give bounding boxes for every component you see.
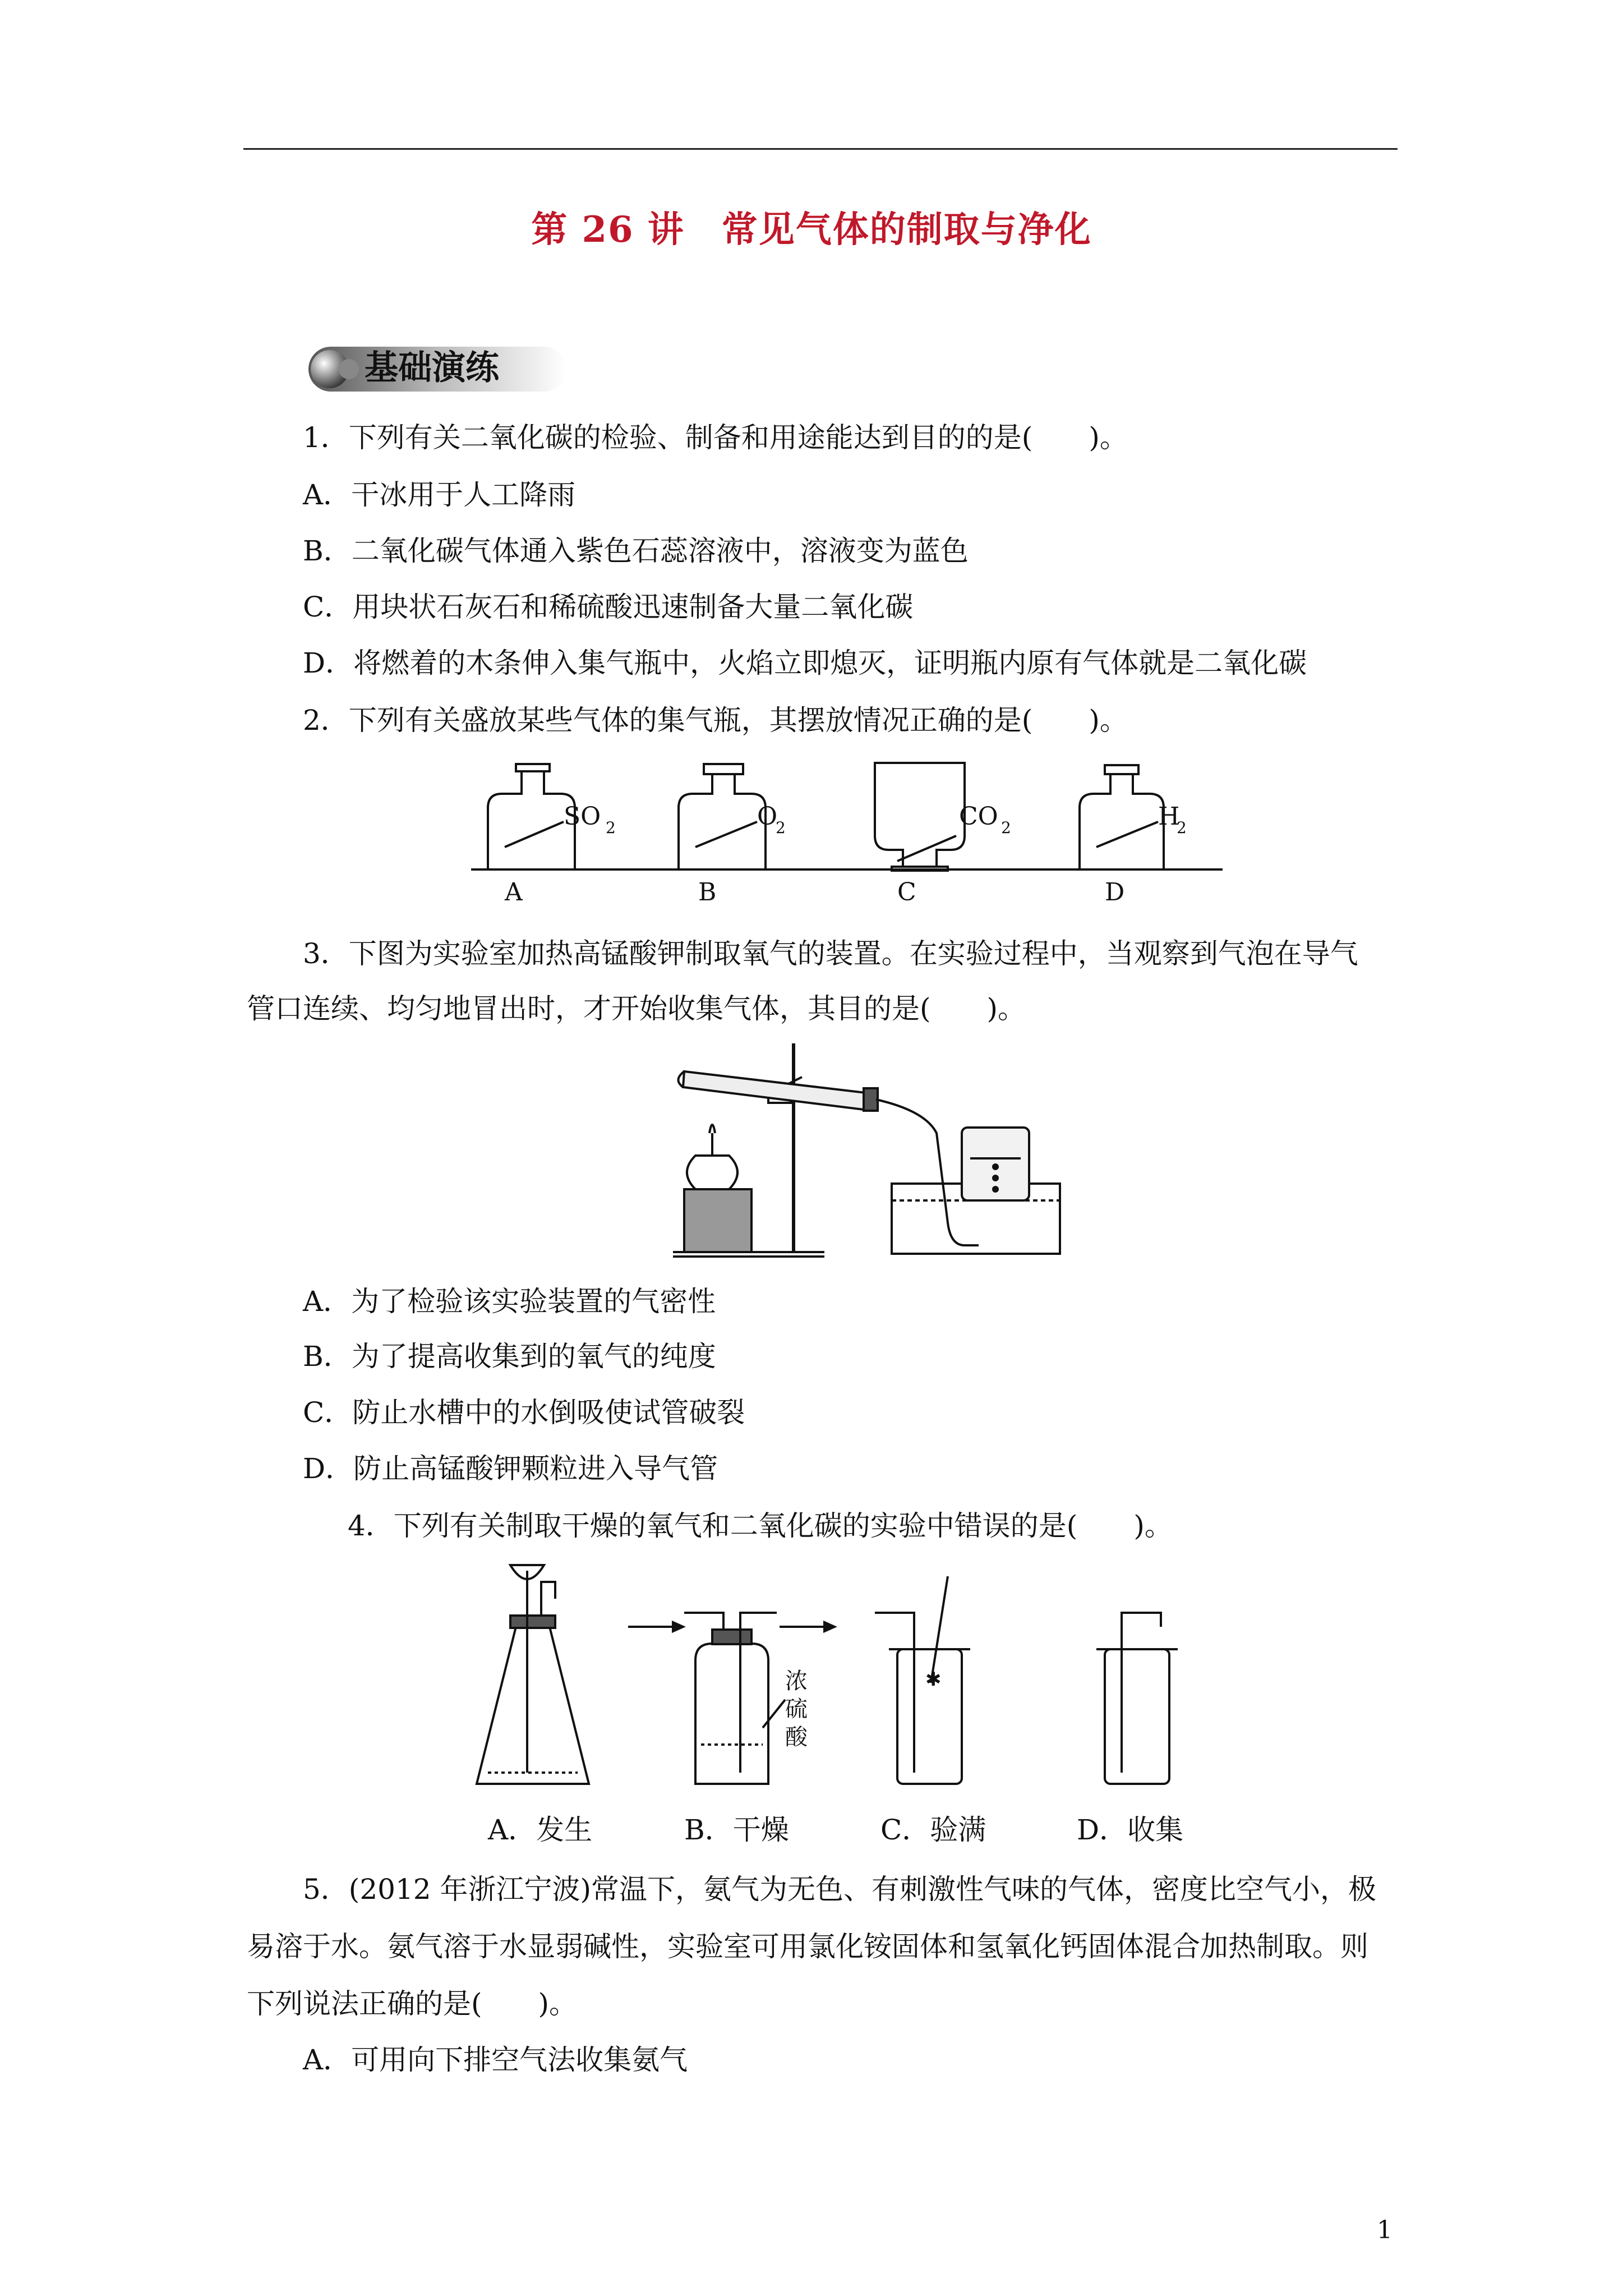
header-rule <box>243 148 1398 150</box>
section-badge <box>303 342 572 396</box>
q3-stem-line1: 3．下图为实验室加热高锰酸钾制取氧气的装置。在实验过程中，当观察到气泡在导气 <box>303 937 1358 970</box>
acid-label-2: 硫 <box>785 1696 808 1722</box>
q5-option-a: A．可用向下排空气法收集氨气 <box>303 2044 688 2076</box>
section-title: 基础演练 <box>365 348 499 388</box>
q4-caption-d: D．收集 <box>1077 1814 1184 1846</box>
bottle-b-icon <box>679 764 766 869</box>
q4-caption-c: C．验满 <box>880 1814 986 1846</box>
q4-caption-a: A．发生 <box>488 1814 593 1846</box>
q3-option-a: A．为了检验该实验装置的气密性 <box>303 1285 716 1318</box>
bottle-c-sub: 2 <box>1001 818 1011 837</box>
bottle-b-gas: O <box>757 802 778 831</box>
q3-stem-line2: 管口连续、均匀地冒出时，才开始收集气体，其目的是( )。 <box>247 992 1026 1025</box>
dry-gas-apparatus-figure <box>471 1559 1211 1806</box>
q1-stem: 1．下列有关二氧化碳的检验、制备和用途能达到目的的是( )。 <box>303 421 1128 454</box>
q1-option-d: D．将燃着的木条伸入集气瓶中，火焰立即熄灭，证明瓶内原有气体就是二氧化碳 <box>303 647 1307 679</box>
bottle-d-icon <box>1080 765 1164 869</box>
bottle-d-sub: 2 <box>1177 818 1187 837</box>
check-full-icon <box>875 1576 970 1784</box>
q2-stem: 2．下列有关盛放某些气体的集气瓶，其摆放情况正确的是( )。 <box>303 704 1128 737</box>
bottle-d-letter: D <box>1105 878 1125 907</box>
acid-label-1: 浓 <box>785 1668 808 1694</box>
oxygen-apparatus-figure <box>667 1032 1071 1268</box>
bottle-a-sub: 2 <box>606 818 616 837</box>
svg-text:✱: ✱ <box>925 1668 942 1691</box>
bottle-a-letter: A <box>505 878 523 907</box>
bottle-a-icon <box>488 764 575 869</box>
page-title: 第 26 讲 常见气体的制取与净化 <box>531 209 1092 251</box>
q3-option-c: C．防止水槽中的水倒吸使试管破裂 <box>303 1396 745 1429</box>
acid-label-3: 酸 <box>785 1724 808 1750</box>
gas-bottles-figure <box>449 752 1234 920</box>
q3-option-d: D．防止高锰酸钾颗粒进入导气管 <box>303 1452 718 1485</box>
q4-caption-b: B．干燥 <box>684 1814 789 1846</box>
drying-bottle-icon <box>684 1613 785 1784</box>
bottle-b-letter: B <box>698 878 717 907</box>
bottle-a-gas: SO <box>564 802 601 831</box>
flask-generator-icon <box>477 1565 589 1784</box>
bottle-d-gas: H <box>1158 802 1180 831</box>
page-number: 1 <box>1377 2216 1393 2244</box>
bottle-c-gas: CO <box>959 802 998 831</box>
q1-option-c: C．用块状石灰石和稀硫酸迅速制备大量二氧化碳 <box>303 591 914 623</box>
bottle-c-letter: C <box>897 878 916 907</box>
q1-option-a: A．干冰用于人工降雨 <box>303 478 576 511</box>
q5-stem-line3: 下列说法正确的是( )。 <box>247 1987 578 2020</box>
bottle-c-icon <box>875 763 965 871</box>
q4-stem: 4．下列有关制取干燥的氧气和二氧化碳的实验中错误的是( )。 <box>348 1510 1173 1542</box>
q3-option-b: B．为了提高收集到的氧气的纯度 <box>303 1340 716 1373</box>
q5-stem-line1: 5．(2012 年浙江宁波)常温下，氨气为无色、有刺激性气味的气体，密度比空气小，极 <box>303 1873 1376 1906</box>
bottle-b-sub: 2 <box>776 818 786 837</box>
collecting-bottle-icon <box>1096 1613 1178 1784</box>
q1-option-b: B．二氧化碳气体通入紫色石蕊溶液中，溶液变为蓝色 <box>303 535 969 567</box>
q5-stem-line2: 易溶于水。氨气溶于水显弱碱性，实验室可用氯化铵固体和氢氧化钙固体混合加热制取。则 <box>247 1930 1368 1963</box>
